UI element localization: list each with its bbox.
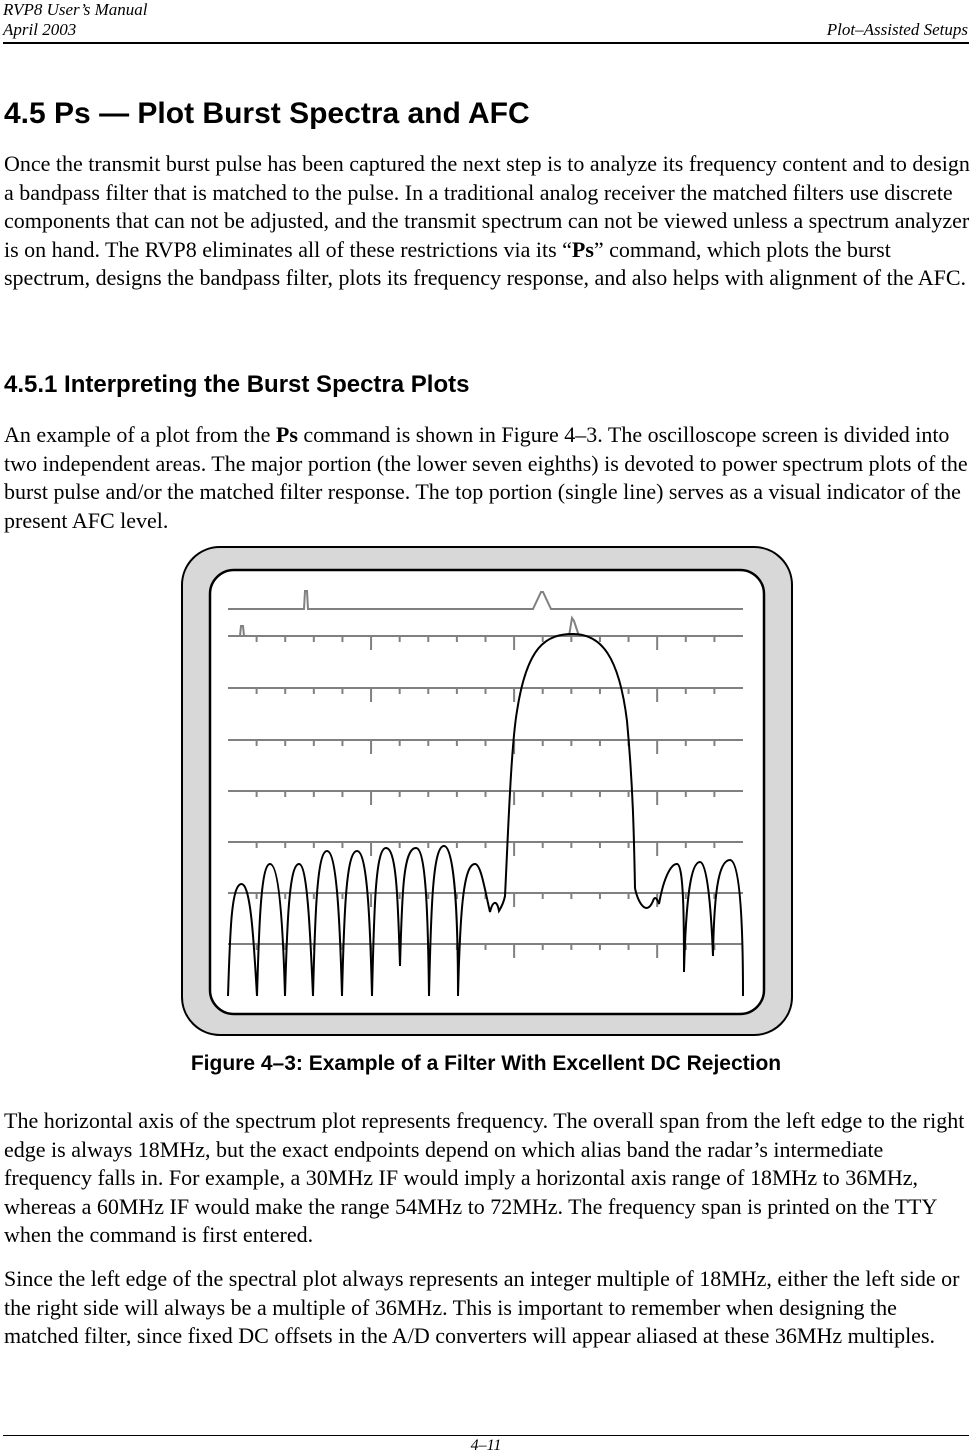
horizontal-axis-paragraph: The horizontal axis of the spectrum plot represents frequency. The overall span from the left edge to the right edge is always 18MHz, but the exact endpoints depend on which alias band the radar’s intermediate frequency falls in. For example, a 30MHz IF would imply a horizontal axis range of 18MHz to 36MHz, whereas a 60MHz IF would make the range 54MHz to 72MHz. The frequency span is printed on the TTY when the command is first entered. <box>4 1108 965 1247</box>
section-intro-paragraph <box>4 150 970 293</box>
running-header-left <box>3 0 148 40</box>
figure-caption: Figure 4–3: Example of a Filter With Excellent DC Rejection <box>190 1052 782 1075</box>
header-rule <box>3 42 969 44</box>
manual-date: April 2003 <box>3 20 77 39</box>
intro-text-b: ” command, which plots the burst spectrum, designs the bandpass filter, plots its frequency response, and also helps with alignment of the AFC. <box>4 236 967 290</box>
oscilloscope-figure <box>181 546 793 1036</box>
p1-command: Ps <box>275 422 298 447</box>
intro-command: Ps <box>571 236 594 262</box>
intro-text-a: Once the transmit burst pulse has been captured the next step is to analyze its frequency content and to design a bandpass filter that is matched to the pulse. In a traditional analog receiver the matched filters use discrete components that can not be adjusted, and the transmit spectrum can not be viewed unless a spectrum analyzer is on hand. The RVP8 eliminates all of these restrictions via its “ <box>4 151 970 262</box>
running-header-section: Plot–Assisted Setups <box>826 20 968 39</box>
page-number: 4–11 <box>470 1437 502 1454</box>
manual-title: RVP8 User’s Manual <box>3 0 148 19</box>
dc-offset-paragraph: Since the left edge of the spectral plot always represents an integer multiple of 18MHz, either the left side or the right side will always be a multiple of 36MHz. This is important to remember when designing the matched filter, since fixed DC offsets in the A/D converters will appear aliased at these 36MHz multiples. <box>4 1266 960 1348</box>
p1-text-b: command is shown in Figure 4–3. The oscilloscope screen is divided into two independent areas. The major portion (the lower seven eighths) is devoted to power spectrum plots of the burst pulse and/or the matched filter response. The top portion (single line) serves as a visual indicator of the present AFC level. <box>4 422 968 533</box>
p1-text-a: An example of a plot from the <box>4 422 276 447</box>
subsection-heading: 4.5.1 Interpreting the Burst Spectra Plots <box>4 371 470 398</box>
section-heading: 4.5 Ps — Plot Burst Spectra and AFC <box>4 97 530 130</box>
plot-description-paragraph <box>4 421 970 535</box>
